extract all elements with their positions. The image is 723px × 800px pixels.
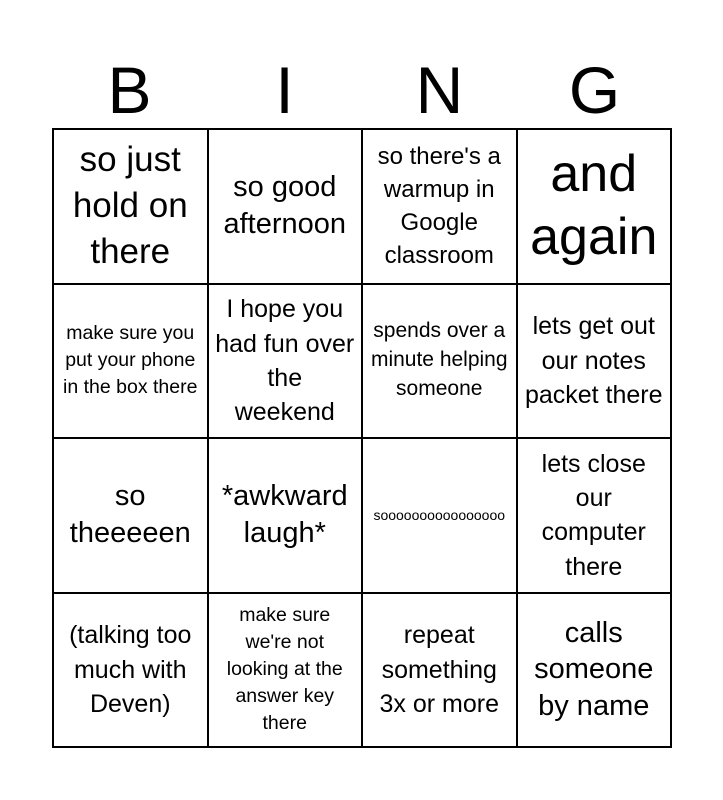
header-letter-b: B xyxy=(107,53,152,127)
cell-text: soooooooooooooooo xyxy=(373,506,506,523)
cell-text: and again xyxy=(530,144,658,267)
cell-text: calls someone by name xyxy=(534,616,654,723)
cell-text: I hope you had fun over the weekend xyxy=(215,295,355,426)
cell-text: so there's a warmup in Google classroom xyxy=(377,143,501,270)
bingo-cell[interactable] xyxy=(208,129,363,284)
bingo-cell[interactable] xyxy=(53,284,208,439)
bingo-cell[interactable] xyxy=(208,284,363,439)
cell-text: so good afternoon xyxy=(223,171,347,241)
header-letter-g: G xyxy=(568,53,621,127)
bingo-cell[interactable] xyxy=(362,593,517,748)
bingo-cell[interactable] xyxy=(362,284,517,439)
bingo-cell[interactable] xyxy=(208,593,363,748)
cell-text: so just hold on there xyxy=(72,139,188,272)
bingo-cell[interactable] xyxy=(53,593,208,748)
cell-text: spends over a minute helping someone xyxy=(370,319,508,401)
bingo-cell[interactable] xyxy=(53,438,208,593)
bingo-cell-free[interactable] xyxy=(362,438,517,593)
bingo-header xyxy=(52,52,672,128)
header-letter-i: I xyxy=(275,53,294,127)
bingo-cell[interactable] xyxy=(208,438,363,593)
cell-text: make sure you put your phone in the box there xyxy=(63,322,198,399)
cell-text: (talking too much with Deven) xyxy=(69,621,192,718)
bingo-cell[interactable] xyxy=(517,129,672,284)
cell-text: *awkward laugh* xyxy=(221,480,348,550)
cell-text: make sure we're not looking at the answer key there xyxy=(226,604,343,735)
bingo-cell[interactable] xyxy=(53,129,208,284)
bingo-board xyxy=(52,128,672,748)
bingo-cell[interactable] xyxy=(517,438,672,593)
bingo-cell[interactable] xyxy=(517,593,672,748)
cell-text: repeat something 3x or more xyxy=(379,621,499,718)
bingo-cell[interactable] xyxy=(517,284,672,439)
cell-text: so theeeeen xyxy=(69,480,191,550)
header-letter-n: N xyxy=(415,53,464,127)
bingo-cell[interactable] xyxy=(362,129,517,284)
cell-text: lets close our computer there xyxy=(541,449,646,581)
cell-text: lets get out our notes packet there xyxy=(524,312,663,409)
